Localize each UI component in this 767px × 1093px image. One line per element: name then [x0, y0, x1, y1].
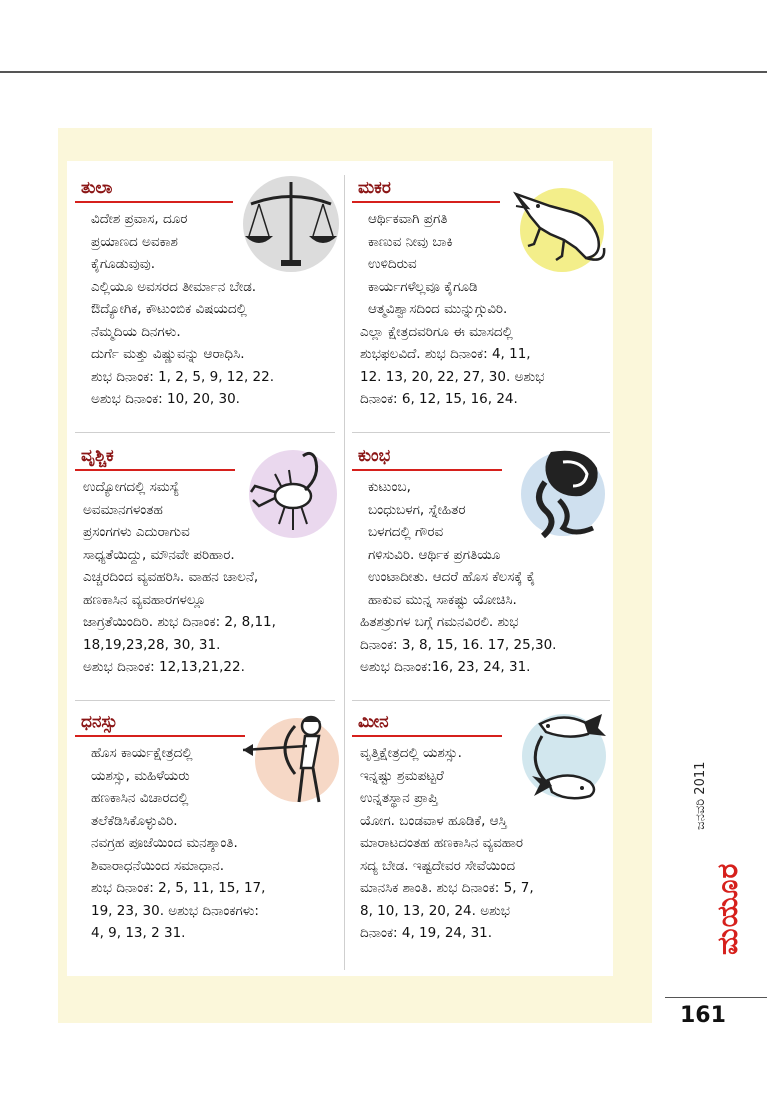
text-line: ಹಣಕಾಸಿನ ವಿಚಾರದಲ್ಲಿ — [91, 790, 189, 806]
text-line: ಅವಮಾನಗಳಂತಹ — [83, 501, 163, 518]
text-line: ದಿನಾಂಕ: 3, 8, 15, 16. 17, 25,30. — [360, 636, 557, 653]
text-line: ವಿದೇಶ ಪ್ರವಾಸ, ದೂರ — [91, 211, 188, 227]
row-divider — [352, 432, 610, 433]
title-underline — [352, 201, 500, 203]
title-underline — [75, 469, 235, 471]
text-line: ಯಶಸ್ಸು, ಮಹಿಳೆಯರು — [91, 767, 190, 784]
text-line: ಶುಭಫಲವಿದೆ. ಶುಭ ದಿನಾಂಕ: 4, 11, — [360, 346, 531, 362]
sign-title: ಧನಸ್ಸು — [81, 712, 118, 732]
text-line: ಶುಭ ದಿನಾಂಕ: 1, 2, 5, 9, 12, 22. — [91, 368, 275, 385]
text-line: ದಿನಾಂಕ: 4, 19, 24, 31. — [360, 925, 493, 941]
text-line: ಸದ್ಯ ಬೇಡ. ಇಷ್ಟದೇವರ ಸೇವೆಯಿಂದ — [360, 857, 516, 874]
text-line: ಶಿವಾರಾಧನೆಯಿಂದ ಸಮಾಧಾನ. — [91, 857, 225, 874]
text-line: ಜಾಗ್ರತೆಯಿಂದಿರಿ. ಶುಭ ದಿನಾಂಕ: 2, 8,11, — [83, 614, 276, 630]
text-line: ಕಾಣುವ ನೀವು ಬಾಕಿ — [368, 233, 453, 250]
text-line: ಬಂಧುಬಳಗ, ಸ್ನೇಹಿತರ — [368, 501, 466, 518]
sign-title: ವೃಶ್ಚಿಕ — [81, 446, 114, 466]
page-number: 161 — [680, 1003, 726, 1028]
sign-title: ಕುಂಭ — [358, 446, 391, 466]
text-line: ಎಲ್ಲಿಯೂ ಅವಸರದ ತೀರ್ಮಾನ ಬೇಡ. — [91, 278, 257, 295]
text-line: ಕಾರ್ಯಗಳೆಲ್ಲವೂ ಕೈಗೂಡಿ — [368, 278, 478, 295]
text-line: ಬಳಗದಲ್ಲಿ ಗೌರವ — [368, 524, 444, 540]
sign-title: ತುಲಾ — [81, 178, 113, 198]
text-line: 4, 9, 13, 2 31. — [91, 925, 186, 941]
magazine-name: ಮಯೂರ — [711, 862, 744, 955]
text-line: ಅಶುಭ ದಿನಾಂಕ: 10, 20, 30. — [91, 391, 240, 407]
side-masthead — [667, 761, 744, 995]
text-line: ತಲೆಕೆಡಿಸಿಕೊಳ್ಳುವಿರಿ. — [91, 812, 178, 829]
text-line: ಇನ್ನಷ್ಟು ಶ್ರಮಪಟ್ಟರೆ — [360, 767, 444, 784]
text-line: ಪ್ರಸಂಗಗಳು ಎದುರಾಗುವ — [83, 524, 190, 540]
text-line: 18,19,23,28, 30, 31. — [83, 636, 221, 653]
title-underline — [75, 735, 245, 737]
title-underline — [75, 201, 233, 203]
row-divider — [352, 700, 610, 701]
top-rule — [0, 71, 767, 73]
text-line: ಶುಭ ದಿನಾಂಕ: 2, 5, 11, 15, 17, — [91, 880, 266, 896]
text-line: ಉದ್ಯೋಗದಲ್ಲಿ ಸಮಸ್ಯೆ — [83, 479, 180, 495]
text-line: ಅಶುಭ ದಿನಾಂಕ: 12,13,21,22. — [83, 659, 245, 675]
text-line: ಆತ್ಮವಿಶ್ವಾಸದಿಂದ ಮುನ್ನುಗ್ಗುವಿರಿ. — [368, 301, 508, 317]
text-line: ಪ್ರಯಾಣದ ಅವಕಾಶ — [91, 233, 178, 250]
text-line: ನೆಮ್ಮದಿಯ ದಿನಗಳು. — [91, 323, 181, 340]
text-line: ದಿನಾಂಕ: 6, 12, 15, 16, 24. — [360, 391, 518, 407]
text-line: ಅಶುಭ ದಿನಾಂಕ:16, 23, 24, 31. — [360, 659, 531, 675]
text-line: ಉಂಟಾದೀತು. ಆದರೆ ಹೊಸ ಕೆಲಸಕ್ಕೆ ಕೈ — [368, 569, 536, 585]
text-line: ಕುಟುಂಬ, — [368, 479, 411, 495]
text-line: ಗಳಿಸುವಿರಿ. ಆರ್ಥಿಕ ಪ್ರಗತಿಯೂ — [368, 546, 501, 563]
text-line: 12. 13, 20, 22, 27, 30. ಅಶುಭ — [360, 368, 545, 385]
text-line: ಯೋಗ. ಬಂಡವಾಳ ಹೂಡಿಕೆ, ಆಸ್ತಿ — [360, 812, 507, 829]
text-line: ಉಳಿದಿರುವ — [368, 256, 417, 272]
text-line: 8, 10, 13, 20, 24. ಅಶುಭ — [360, 902, 511, 919]
text-line: ಆರ್ಥಿಕವಾಗಿ ಪ್ರಗತಿ — [368, 211, 448, 227]
sign-title: ಮಕರ — [358, 178, 391, 198]
text-line: ಎಲ್ಲಾ ಕ್ಷೇತ್ರದವರಿಗೂ ಈ ಮಾಸದಲ್ಲಿ — [360, 323, 513, 340]
text-line: ಹಾಕುವ ಮುನ್ನ ಸಾಕಷ್ಟು ಯೋಚಿಸಿ. — [368, 591, 517, 608]
title-underline — [352, 469, 502, 471]
row-divider — [75, 700, 335, 701]
text-line: ಮಾನಸಿಕ ಶಾಂತಿ. ಶುಭ ದಿನಾಂಕ: 5, 7, — [360, 880, 534, 896]
footer-rule — [665, 997, 767, 998]
text-line: ದುರ್ಗೆ ಮತ್ತು ವಿಷ್ಣುವನ್ನು ಆರಾಧಿಸಿ. — [91, 346, 245, 362]
issue-date: ಜನವರಿ 2011 — [693, 761, 708, 830]
text-line: ಹಣಕಾಸಿನ ವ್ಯವಹಾರಗಳಲ್ಲೂ — [83, 591, 206, 608]
text-line: ವೃತ್ತಿಕ್ಷೇತ್ರದಲ್ಲಿ ಯಶಸ್ಸು. — [360, 745, 462, 761]
text-line: ಹೊಸ ಕಾರ್ಯಕ್ಷೇತ್ರದಲ್ಲಿ — [91, 745, 193, 761]
text-line: ಉನ್ನತಸ್ಥಾನ ಪ್ರಾಪ್ತಿ — [360, 790, 438, 806]
text-line: ಕೈಗೂಡುವುವು. — [91, 256, 155, 272]
text-line: ಮಾರಾಟದಂತಹ ಹಣಕಾಸಿನ ವ್ಯವಹಾರ — [360, 835, 524, 851]
title-underline — [352, 735, 502, 737]
text-line: ಹಿತಶತ್ರುಗಳ ಬಗ್ಗೆ ಗಮನವಿರಲಿ. ಶುಭ — [360, 614, 519, 630]
text-line: ನವಗ್ರಹ ಪೂಜೆಯಿಂದ ಮನಶ್ಶಾಂತಿ. — [91, 835, 238, 851]
text-line: ಔದ್ಯೋಗಿಕ, ಕೌಟುಂಬಿಕ ವಿಷಯದಲ್ಲಿ — [91, 301, 247, 317]
sign-title: ಮೀನ — [358, 712, 389, 732]
text-line: 19, 23, 30. ಅಶುಭ ದಿನಾಂಕಗಳು: — [91, 902, 259, 919]
column-divider — [344, 175, 345, 970]
text-line: ಎಚ್ಚರದಿಂದ ವ್ಯವಹರಿಸಿ. ವಾಹನ ಚಾಲನೆ, — [83, 569, 259, 585]
row-divider — [75, 432, 335, 433]
text-line: ಸಾಧ್ಯತೆಯಿದ್ದು, ಮೌನವೇ ಪರಿಹಾರ. — [83, 546, 235, 563]
